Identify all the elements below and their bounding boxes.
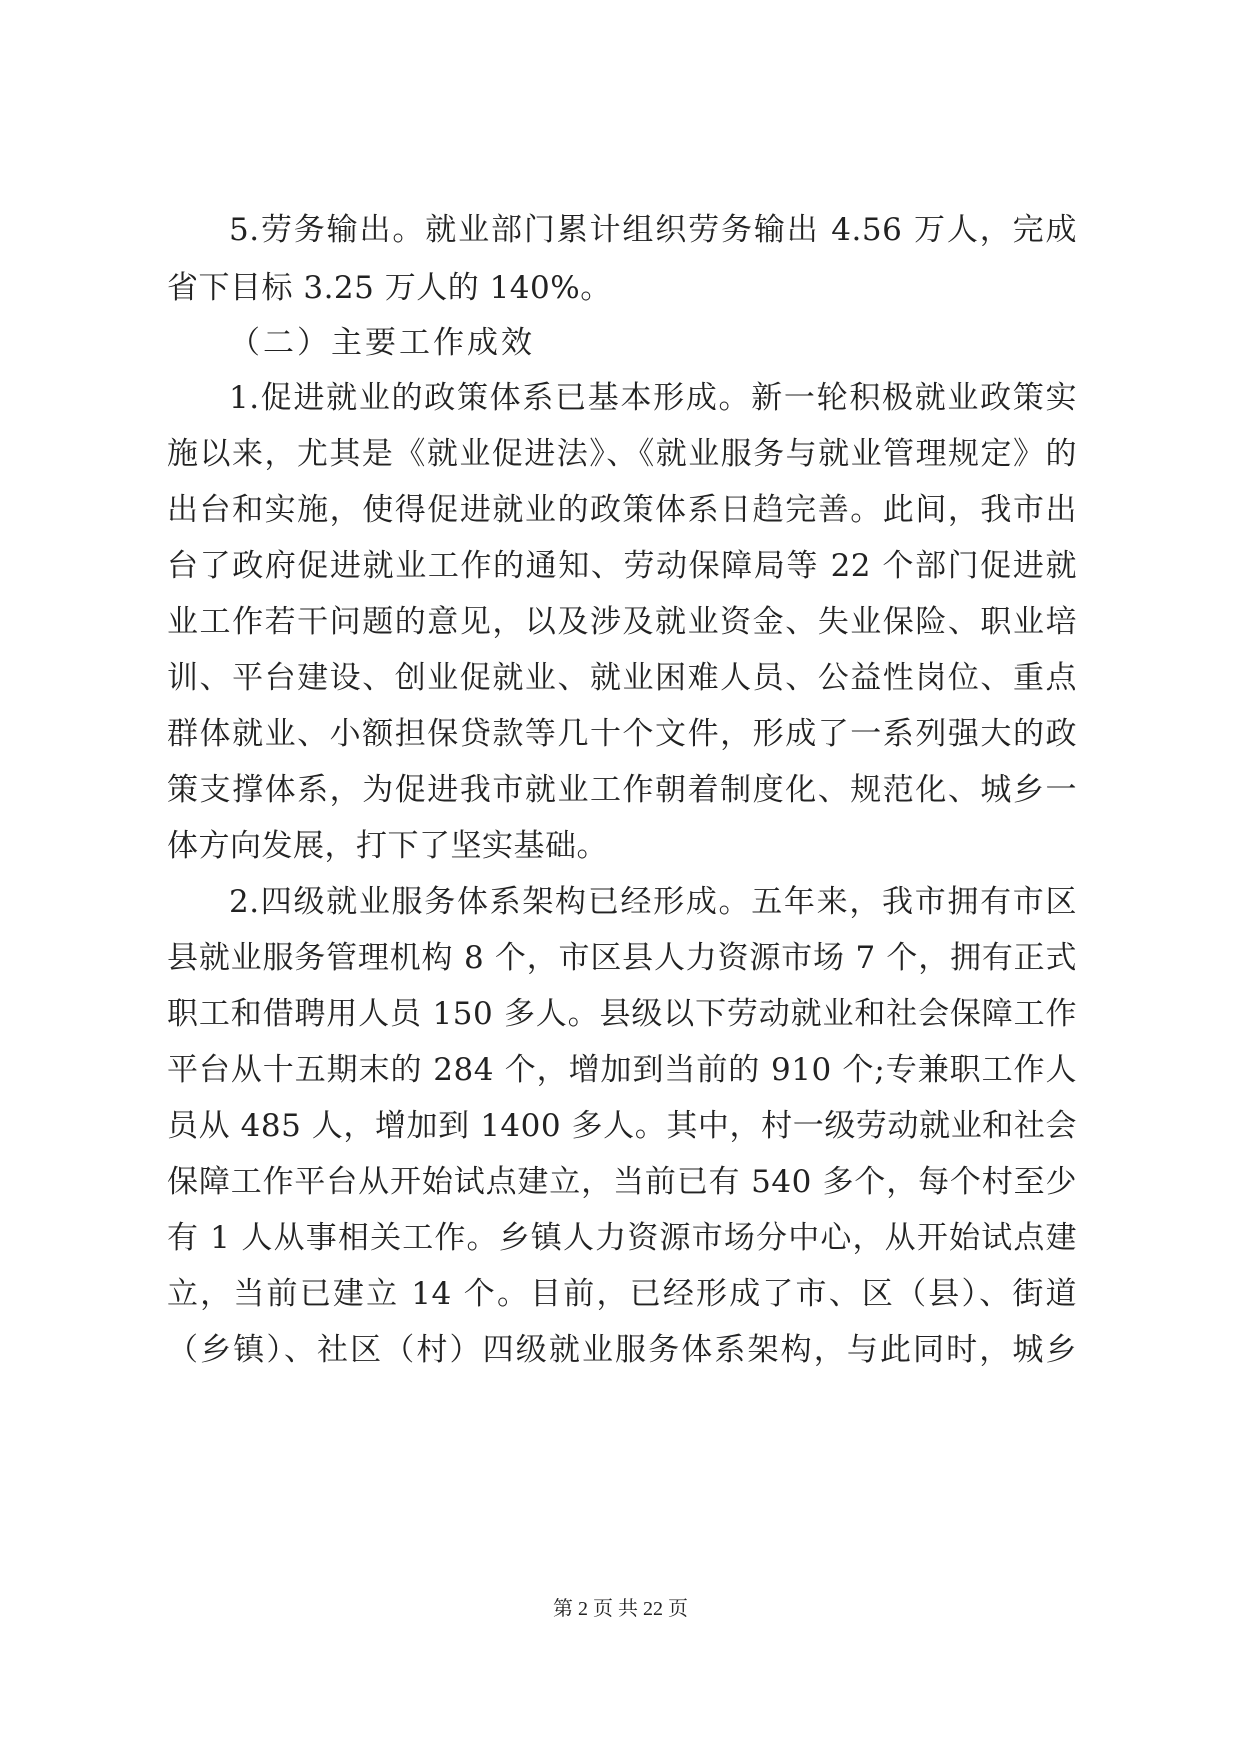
paragraph-policy-line-2: 施以来，尤其是《就业促进法》、《就业服务与就业管理规定》的 [167,436,1077,472]
paragraph-service-line-6: 保障工作平台从开始试点建立，当前已有 540 多个，每个村至少 [167,1164,1077,1200]
paragraph-service-line-2: 县就业服务管理机构 8 个，市区县人力资源市场 7 个，拥有正式 [167,940,1077,976]
paragraph-policy-line-6: 训、平台建设、创业促就业、就业困难人员、公益性岗位、重点 [167,660,1077,696]
paragraph-service-line-7: 有 1 人从事相关工作。乡镇人力资源市场分中心，从开始试点建 [167,1220,1077,1256]
paragraph-policy-line-4: 台了政府促进就业工作的通知、劳动保障局等 22 个部门促进就 [167,548,1077,584]
page-footer: 第 2 页 共 22 页 [553,1598,688,1620]
paragraph-policy-line-8: 策支撑体系，为促进我市就业工作朝着制度化、规范化、城乡一 [167,772,1077,808]
paragraph-policy-line-9: 体方向发展，打下了坚实基础。 [167,828,608,864]
paragraph-service-line-9: （乡镇）、社区（村）四级就业服务体系架构，与此同时，城乡 [167,1332,1077,1368]
paragraph-service-line-4: 平台从十五期末的 284 个，增加到当前的 910 个;专兼职工作人 [167,1052,1077,1088]
paragraph-policy-line-1: 1.促进就业的政策体系已基本形成。新一轮积极就业政策实 [229,380,1077,416]
paragraph-service-line-1: 2.四级就业服务体系架构已经形成。五年来，我市拥有市区 [229,884,1077,920]
section-heading: （二）主要工作成效 [229,325,535,361]
paragraph-service-line-3: 职工和借聘用人员 150 多人。县级以下劳动就业和社会保障工作 [167,996,1077,1032]
paragraph-policy-line-7: 群体就业、小额担保贷款等几十个文件，形成了一系列强大的政 [167,716,1077,752]
paragraph-service-line-5: 员从 485 人，增加到 1400 多人。其中，村一级劳动就业和社会 [167,1108,1077,1144]
paragraph-policy-line-5: 业工作若干问题的意见，以及涉及就业资金、失业保险、职业培 [167,604,1077,640]
paragraph-labor-export-line-2: 省下目标 3.25 万人的 140%。 [167,270,612,306]
paragraph-policy-line-3: 出台和实施，使得促进就业的政策体系日趋完善。此间，我市出 [167,492,1077,528]
paragraph-service-line-8: 立，当前已建立 14 个。目前，已经形成了市、区（县）、街道 [167,1276,1077,1312]
paragraph-labor-export-line-1: 5.劳务输出。就业部门累计组织劳务输出 4.56 万人，完成 [229,212,1077,248]
